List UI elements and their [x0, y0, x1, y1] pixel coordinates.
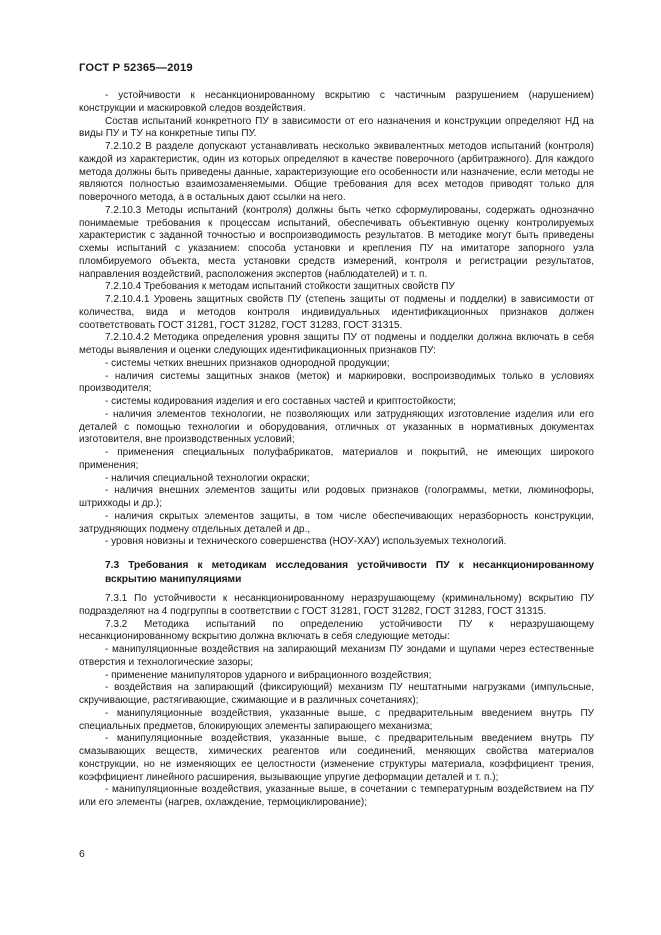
list-item: - манипуляционные воздействия, указанные выше, с предварительным введением внутрь ПУ специальных предметов, блокирующих элементы запирающего механизма;: [79, 707, 594, 732]
list-item: - наличия специальной технологии окраски;: [105, 472, 310, 484]
list-item: - применения специальных полуфабрикатов, материалов и покрытий, не имеющих широкого применения;: [79, 447, 594, 471]
paragraph: 7.3.2 Методика испытаний по определению устойчивости ПУ к неразрушающему несанкционированному вскрытию должна включать в себя следующие методы:: [79, 618, 594, 643]
paragraph: Состав испытаний конкретного ПУ в зависимости от его назначения и конструкции определяют НД на виды ПУ и ТУ на конкретные типы ПУ.: [79, 115, 594, 140]
list-item: - наличия скрытых элементов защиты, в том числе обеспечивающих неразборность конструкции, затрудняющих подмену отдельных деталей и др.,: [79, 510, 594, 535]
list-item: - манипуляционные воздействия, указанные выше, в сочетании с температурным воздействием на ПУ или его элементы (нагрев, охлаждение, термоциклирование);: [79, 784, 594, 808]
document-header: ГОСТ Р 52365—2019: [79, 62, 193, 74]
list-item: - наличия внешних элементов защиты или родовых признаков (голограммы, метки, люминофоры, штрихкоды и др.);: [79, 485, 594, 509]
paragraph: 7.2.10.3 Методы испытаний (контроля) должны быть четко сформулированы, содержать однозначно понимаемые требования к процессам испытаний, обеспечивать объективную оценку контролируемых характеристик с заданной точностью и воспроизводимость результатов. В методике могут быть приведены схемы испытаний с указанием: способа установки и крепления ПУ на имитаторе запорного узла пломбируемого объекта, места установки средств измерений, контроля и регистрации результатов, направления воздействий, расположения экспертов (наблюдателей) и т. п.: [79, 204, 594, 280]
paragraph: 7.2.10.4.2 Методика определения уровня защиты ПУ от подмены и подделки должна включать в себя методы выявления и оценки следующих идентификационных признаков ПУ:: [79, 332, 594, 356]
list-item: - воздействия на запирающий (фиксирующий) механизм ПУ нештатными нагрузками (импульсные, скручивающие, растягивающие, сжимающие и в различных сочетаниях);: [79, 682, 594, 706]
subclause-heading: 7.2.10.4 Требования к методам испытаний стойкости защитных свойств ПУ: [105, 281, 455, 293]
list-item: - манипуляционные воздействия на запирающий механизм ПУ зондами и щупами через естественные отверстия и технологические зазоры;: [79, 644, 594, 668]
section-heading: 7.3 Требования к методикам исследования устойчивости ПУ к несанкционированному вскрытию манипуляциями: [105, 560, 594, 585]
document-body: [79, 90, 594, 810]
list-item: - манипуляционные воздействия, указанные выше, с предварительным введением внутрь ПУ смазывающих веществ, химических реагентов или соединений, меняющих свойства материалов конструкции, но не изменяющих ее целостности (изменение структуры материала, коэффициент трения, коэффициент линейного расширения, вызывающие упругие деформации деталей и т. п.);: [79, 733, 594, 783]
paragraph: 7.2.10.2 В разделе допускают устанавливать несколько эквивалентных методов испытаний (контроля) каждой из характеристик, один из которых определяют в качестве поверочного (арбитражного). Для каждого метода должны быть приведены данные, характеризующие его особенности или назначение, если методы не являются полностью взаимозаменяемыми. Общие требования для всех методов приводят только для поверочного метода, а в остальных дают ссылки на него.: [79, 141, 594, 203]
list-item: - уровня новизны и технического совершенства (НОУ-ХАУ) используемых технологий.: [105, 536, 507, 548]
page-number: 6: [79, 848, 85, 860]
list-item: - наличия системы защитных знаков (меток) и маркировки, воспроизводимых только в условиях производителя;: [79, 370, 594, 395]
list-item: - применение манипуляторов ударного и вибрационного воздействия;: [105, 669, 432, 681]
list-item: - наличия элементов технологии, не позволяющих или затрудняющих изготовление изделия или его деталей с помощью технологии и оборудования, отличных от указанных в нормативных документах изготовителя, вне производственных условий;: [79, 408, 594, 446]
paragraph: 7.3.1 По устойчивости к несанкционированному неразрушающему (криминальному) вскрытию ПУ подразделяют на 4 подгруппы в соответствии с ГОСТ 31281, ГОСТ 31282, ГОСТ 31283, ГОСТ 31315.: [79, 593, 594, 617]
paragraph: 7.2.10.4.1 Уровень защитных свойств ПУ (степень защиты от подмены и подделки) в зависимости от количества, вида и методов контроля индивидуальных идентификационных признаков должен соответствовать ГОСТ 31281, ГОСТ 31282, ГОСТ 31283, ГОСТ 31315.: [79, 294, 594, 331]
list-item: - системы четких внешних признаков однородной продукции;: [105, 357, 390, 369]
list-item: - системы кодирования изделия и его составных частей и криптостойкости;: [105, 396, 456, 407]
paragraph: - устойчивости к несанкционированному вскрытию с частичным разрушением (нарушением) конструкции и маскировкой следов воздействия.: [79, 90, 594, 114]
